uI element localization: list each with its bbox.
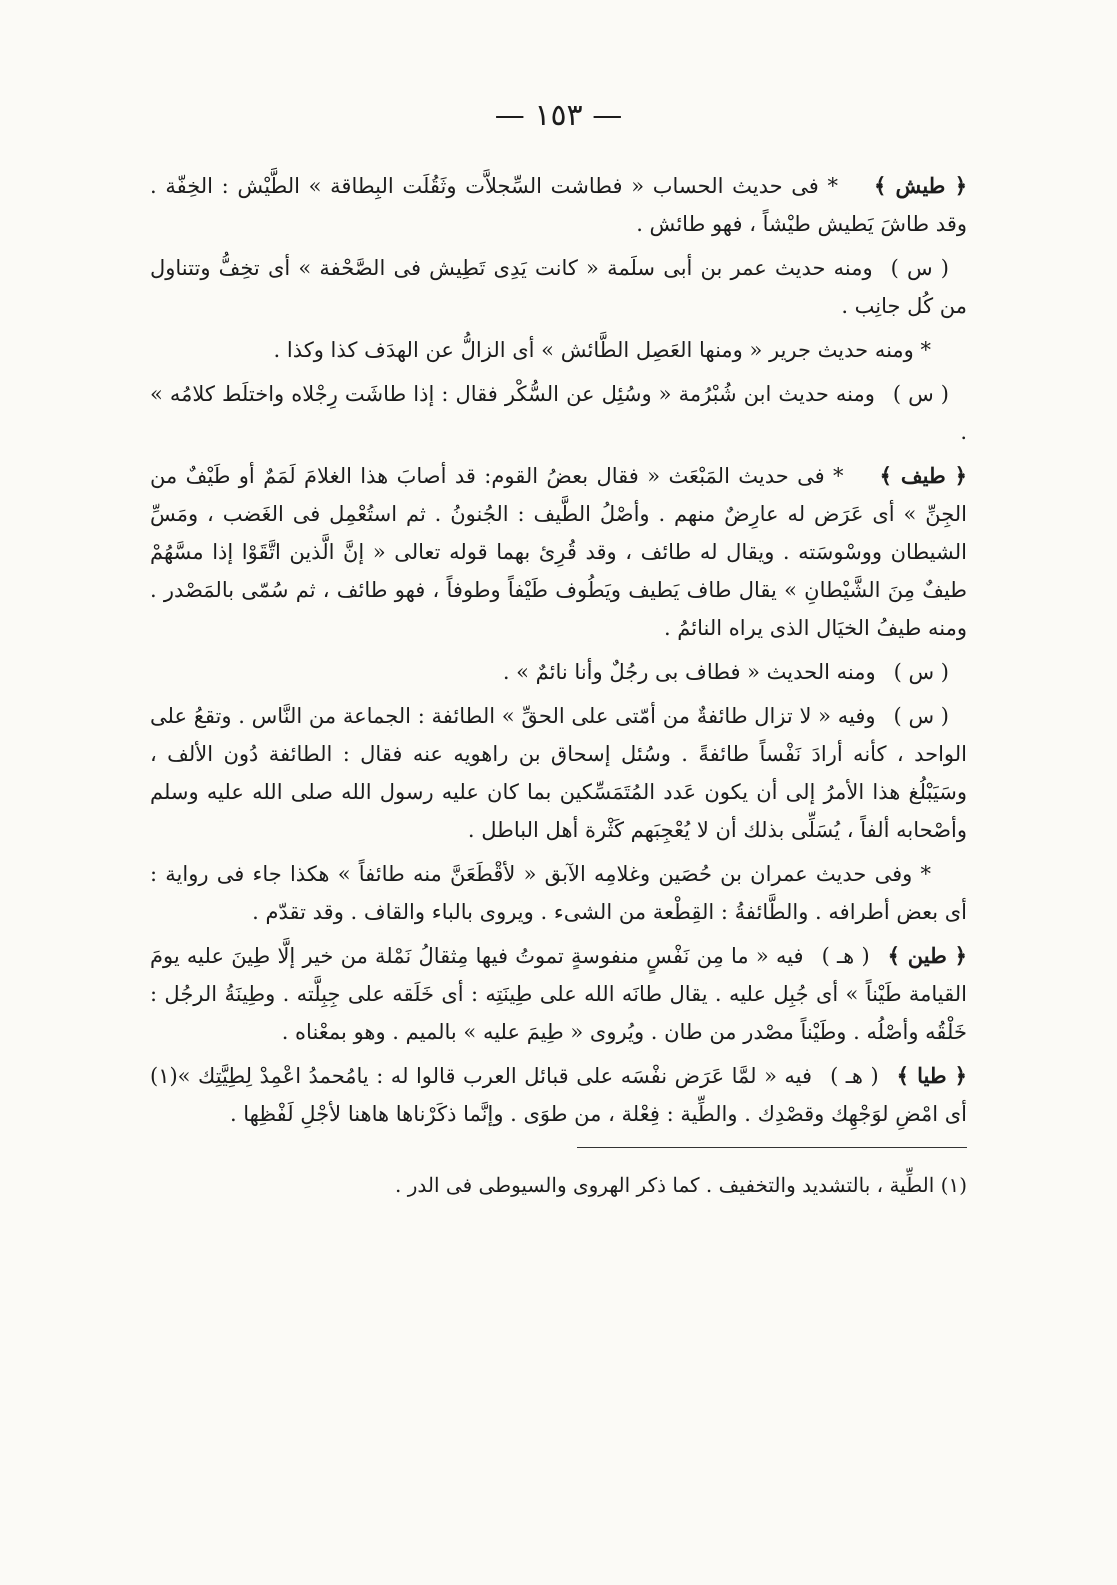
body-text xyxy=(150,167,967,1133)
entry-tin xyxy=(150,937,967,1051)
entry-text: ومنه حديث عمر بن أبى سلَمة « كانت يَدِى تَطِيش فى الصَّحْفة » أى تخِفُّ وتتناول من كُل جانِب . xyxy=(150,256,967,318)
entry-text: * فى حديث الحساب « فطاشت السِّجلاَّت وثَقُلَت البِطاقة » الطَّيْش : الخِفّة . وقد طاشَ يَطيش طيْشاً ، فهو طائش . xyxy=(150,174,967,236)
entry-head: ﴿ طيش ﴾ xyxy=(873,173,967,198)
entry-jarir-hadith xyxy=(150,331,967,369)
entry-taifa-hadith xyxy=(150,697,967,849)
entry-marker: ( هـ ) xyxy=(830,1064,879,1088)
entry-text: فيه « لمَّا عَرَض نفْسَه على قبائل العرب قالوا له : يامُحمدُ اعْمِدْ لِطِيَّتِك »(١) أى امْضِ لوَجْهِك وقصْدِك . والطِّية : فِعْلة ، من طوَى . وإنَّما ذكَرْناها هاهنا لأجْلِ لَفْظِها . xyxy=(150,1064,967,1126)
entry-marker: ( هـ ) xyxy=(821,944,870,968)
entry-text: ومنه الحديث « فطاف بى رجُلٌ وأنا نائمٌ » . xyxy=(502,660,876,684)
entry-head: ﴿ طيف ﴾ xyxy=(879,463,967,488)
entry-taysh xyxy=(150,167,967,243)
entry-umar-hadith xyxy=(150,249,967,325)
entry-text: وفيه « لا تزال طائفةٌ من أمّتى على الحقِّ » الطائفة : الجماعة من النَّاس . وتقعُ على الواحد ، كأنه أرادَ نَفْساً طائفةً . وسُئل إسحاق بن راهويه عنه فقال : الطائفة دُون الألف ، وسَيَبْلُغ هذا الأمرُ إلى أن يكون عَدد المُتَمَسِّكين بما كان عليه رسول الله صلى الله عليه وسلم وأصْحابه ألفاً ، يُسَلِّى بذلك أن لا يُعْجِبَهم كَثْرة أهل الباطل . xyxy=(150,704,967,842)
entry-shubruma-hadith xyxy=(150,375,967,451)
footnote: (١) الطِّية ، بالتشديد والتخفيف . كما ذكر الهروى والسيوطى فى الدر . xyxy=(395,1173,967,1197)
entry-imran-hadith xyxy=(150,855,967,931)
entry-tayya xyxy=(150,1057,967,1133)
entry-text: فيه « ما مِن نَفْسٍ منفوسةٍ تموتُ فيها مِثقالُ نَمْلة من خير إلَّا طِينَ عليه يومَ القيامة طَيْناً » أى جُبِل عليه . يقال طانَه الله على طِينَتِه : أى خَلَقه على جِبِلَّته . وطِينَةُ الرجُل : خَلْقُه وأصْلُه . وطَيْناً مصْدر من طان . ويُروى « طِيمَ عليه » بالميم . وهو بمعْناه . xyxy=(150,944,967,1044)
footnote-divider xyxy=(577,1147,967,1148)
entry-tayf xyxy=(150,457,967,647)
entry-marker: ( س ) xyxy=(893,660,949,684)
entry-marker: ( س ) xyxy=(893,704,949,728)
entry-text: ومنه حديث ابن شُبْرُمة « وسُئِل عن السُّكْر فقال : إذا طاشَت رِجْلاه واختلَط كلامُه » . xyxy=(150,382,967,444)
entry-text: * فى حديث المَبْعَث « فقال بعضُ القوم: قد أصابَ هذا الغلامَ لَمَمٌ أو طَيْفٌ من الجِنِّ » أى عَرَض له عارِضٌ منهم . وأصْلُ الطَّيف : الجُنونُ . ثم استُعْمِل فى الغَضب ، ومَسِّ الشيطان ووسْوسَته . ويقال له طائف ، وقد قُرِئ بهما قوله تعالى « إنَّ الَّذين اتَّقَوْا إذا مسَّهُمْ طيفٌ مِنَ الشَّيْطانِ » يقال طاف يَطيف ويَطُوف طَيْفاً وطوفاً ، فهو طائف ، ثم سُمّى بالمَصْدر . ومنه طيفُ الخيَال الذى يراه النائمُ . xyxy=(150,464,967,640)
entry-head: ﴿ طيا ﴾ xyxy=(896,1063,967,1088)
entry-head: ﴿ طين ﴾ xyxy=(887,943,967,968)
entry-marker: ( س ) xyxy=(892,382,949,406)
entry-text: * وفى حديث عمران بن حُصَين وغلامِه الآبق « لأقْطَعَنَّ منه طائفاً » هكذا جاء فى رواية : أى بعض أطرافه . والطَّائفةُ : القِطْعة من الشىء . ويروى بالباء والقاف . وقد تقدّم . xyxy=(150,862,967,924)
entry-text: * ومنه حديث جرير « ومنها العَصِل الطَّائش » أى الزالُّ عن الهدَف كذا وكذا . xyxy=(273,338,931,362)
entry-marker: ( س ) xyxy=(890,256,949,280)
page-number: — ١٥٣ — xyxy=(494,98,623,133)
entry-fataf-hadith xyxy=(150,653,967,691)
